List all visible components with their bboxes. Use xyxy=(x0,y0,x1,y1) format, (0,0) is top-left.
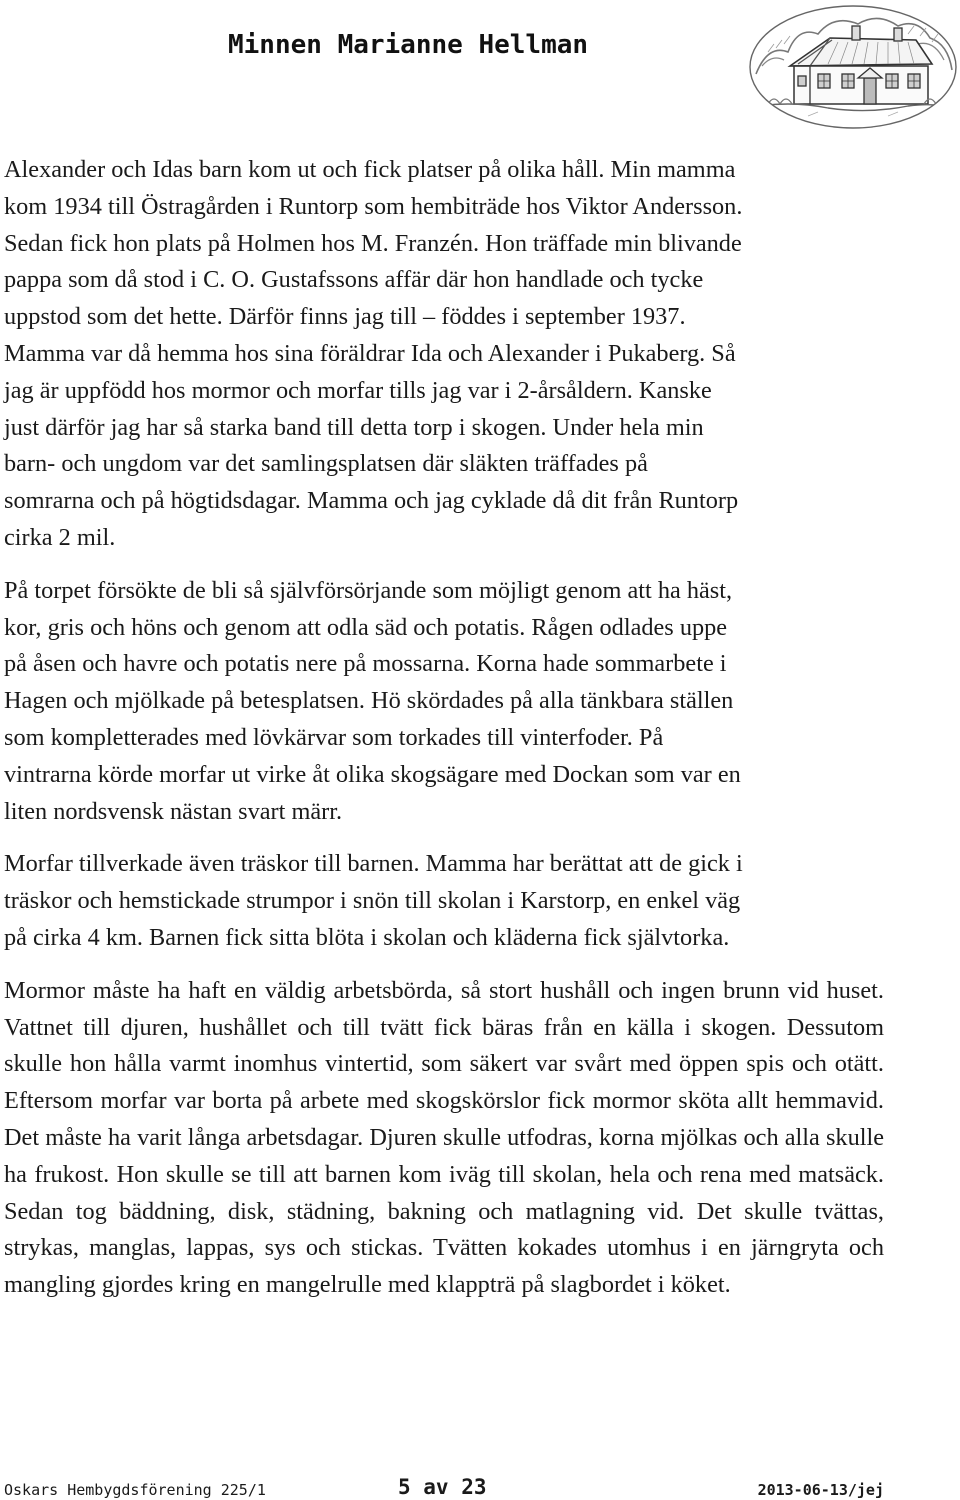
text-line: träskor och hemstickade strumpor i snön till skolan i Karstorp, en enkel väg xyxy=(4,887,741,915)
text-line: vintrarna körde morfar ut virke åt olika skogsägare med Dockan som var en xyxy=(4,760,741,788)
paragraph-1 xyxy=(4,152,884,557)
document-body xyxy=(4,152,884,1304)
text-line: jag är uppfödd hos mormor och morfar tills jag var i 2-årsåldern. Kanske xyxy=(4,376,712,404)
text-line: Sedan fick hon plats på Holmen hos M. Franzén. Hon träffade min blivande xyxy=(4,229,742,257)
text-line: uppstod som det hette. Därför finns jag till – föddes i september 1937. xyxy=(4,303,686,331)
text-line: liten nordsvensk nästan svart märr. xyxy=(4,797,343,825)
text-line: Mamma var då hemma hos sina föräldrar Ida och Alexander i Pukaberg. Så xyxy=(4,339,736,367)
text-line: Hagen och mjölkade på betesplatsen. Hö skördades på alla tänkbara ställen xyxy=(4,687,734,715)
paragraph-2 xyxy=(4,573,884,831)
footer-organization: Oskars Hembygdsförening 225/1 xyxy=(4,1481,266,1499)
text-line: cirka 2 mil. xyxy=(4,523,116,551)
text-line: Morfar tillverkade även träskor till barnen. Mamma har berättat att de gick i xyxy=(4,850,743,878)
text-line: just därför jag har så starka band till detta torp i skogen. Under hela min xyxy=(4,413,704,441)
text-line: som kompletterades med lövkärvar som torkades till vinterfoder. På xyxy=(4,723,664,751)
footer-date: 2013-06-13/jej xyxy=(757,1481,884,1499)
farmhouse-sketch-icon xyxy=(748,4,958,130)
page-number: 5 av 23 xyxy=(398,1475,487,1499)
text-line: kor, gris och höns och genom att odla säd och potatis. Rågen odlades uppe xyxy=(4,613,728,641)
text-line: Alexander och Idas barn kom ut och fick platser på olika håll. Min mamma xyxy=(4,156,736,183)
paragraph-3 xyxy=(4,846,884,956)
paragraph-4: Mormor måste ha haft en väldig arbetsbörda, så stort hushåll och ingen brunn vid huset. Vattnet till djuren, hushållet och till tvätt fick bäras från en källa i skogen. Dessutom skulle hon hålla varmt inomhus vintertid, som säkert var svårt med öppen spis och otätt. Eftersom morfar var borta på arbete med skogskörslor fick mormor sköta allt hemmavid. Det måste ha varit långa arbetsdagar. Djuren skulle utfodras, korna mjölkas och alla skulle ha frukost. Hon skulle se till att barnen kom iväg till skolan, hela och rena med matsäck. Sedan tog bäddning, disk, städning, bakning och matlagning vid. Det skulle tvättas, strykas, manglas, lappas, sys och stickas. Tvätten kokades utomhus i en järngryta och mangling gjordes kring en mangelrulle med klappträ på slagbordet i köket. xyxy=(4,976,884,1299)
document-title: Minnen Marianne Hellman xyxy=(228,30,589,60)
text-line: på cirka 4 km. Barnen fick sitta blöta i skolan och kläderna fick självtorka. xyxy=(4,923,730,951)
text-line: barn- och ungdom var det samlingsplatsen där släkten träffades på xyxy=(4,450,648,478)
page-footer xyxy=(4,1476,884,1500)
text-line: kom 1934 till Östragården i Runtorp som hembiträde hos Viktor Andersson. xyxy=(4,192,743,220)
text-line: somrarna och på högtidsdagar. Mamma och jag cyklade då dit från Runtorp xyxy=(4,487,739,515)
text-line: på åsen och havre och potatis nere på mossarna. Korna hade sommarbete i xyxy=(4,650,727,678)
text-line: pappa som då stod i C. O. Gustafssons affär där hon handlade och tycke xyxy=(4,266,704,294)
text-line: På torpet försökte de bli så självförsörjande som möjligt genom att ha häst, xyxy=(4,576,733,604)
